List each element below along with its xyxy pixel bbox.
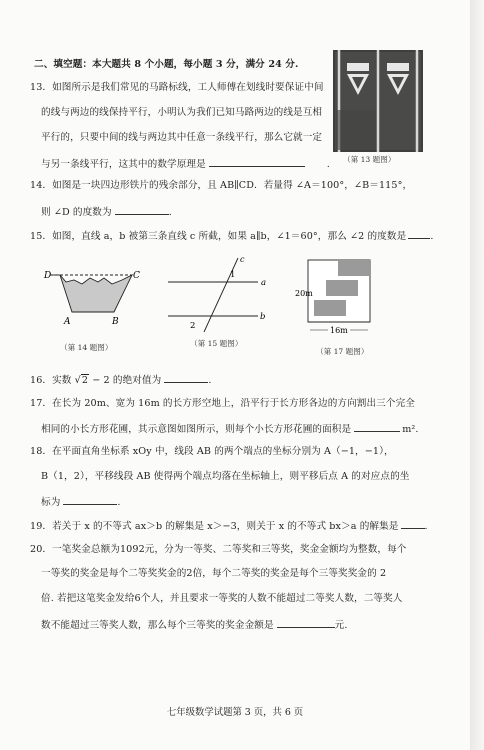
q18-line-3-text: 标为 (41, 497, 61, 508)
q14-line-2-text: 则 ∠D 的度数为 (41, 207, 112, 218)
q13-road-figure (333, 50, 423, 152)
q16-end: . (208, 375, 212, 386)
q14-line-1: 14．如图是一块四边形铁片的残余部分，且 AB∥CD．若量得 ∠A＝100°，∠B＝115°， (30, 180, 413, 191)
q15-line-1-end: . (430, 231, 434, 242)
q17-line-2-end: m². (402, 424, 419, 435)
q17-label-height: 20m (295, 289, 313, 298)
q17-figure (292, 258, 392, 344)
q14-label-B: B (112, 317, 119, 327)
q18-line-1: 18．在平面直角坐标系 xOy 中，线段 AB 的两个端点的坐标分别为 A（−1，−1）， (30, 446, 394, 457)
q14-figure-caption: （第 14 题图） (60, 343, 113, 352)
q20-line-3: 倍. 若把这笔奖金发给6个人，并且要求一等奖的人数不能超过二等奖人数，二等奖人 (41, 593, 403, 604)
q16-line (30, 372, 212, 387)
q17-figure-caption: （第 17 题图） (316, 347, 369, 356)
q15-label-angle-1: 1 (230, 270, 236, 280)
q18-line-3 (41, 494, 121, 509)
q13-line-2: 的线与两边的线保持平行，小明认为我们已知马路两边的线是互相 (41, 107, 323, 118)
q20-line-4-end: 元. (334, 620, 348, 631)
section-heading: 二、填空题：本大题共 8 个小题，每小题 3 分，满分 24 分. (34, 59, 299, 70)
q17-label-width: 16m (330, 326, 348, 335)
q13-line-4 (41, 156, 330, 171)
q20-line-4 (41, 617, 348, 632)
q19-end: . (424, 521, 428, 532)
q18-line-3-end: . (117, 497, 121, 508)
q13-line-4-end: . (326, 159, 330, 170)
q14-answer-blank[interactable] (115, 204, 169, 215)
q15-label-angle-2: 2 (190, 321, 196, 331)
q16-radicand: 2 (81, 375, 89, 386)
q17-line-1: 17．在长为 20m、宽为 16m 的长方形空地上，沿平行于长方形各边的方向割出三个完全 (30, 398, 415, 409)
q15-line-1-text: 15．如图，直线 a，b 被第三条直线 c 所截，如果 a∥b，∠1＝60°，那么 ∠2 的度数是 (30, 231, 407, 242)
q15-figure-caption: （第 15 题图） (190, 339, 243, 348)
page-edge (470, 0, 484, 750)
q15-figure (168, 254, 272, 336)
q15-answer-blank[interactable] (408, 228, 430, 239)
q14-label-A: A (64, 317, 71, 327)
q19-line (30, 518, 428, 533)
q13-line-4-text: 与另一条线平行，这其中的数学原理是 (41, 159, 206, 170)
q13-line-3: 平行的，只要中间的线与两边其中任意一条线平行，那么它就一定 (41, 132, 323, 143)
q20-line-2: 一等奖的奖金是每个二等奖奖金的2倍，每个二等奖的奖金是每个三等奖奖金的 2 (41, 568, 387, 579)
q15-label-c: c (240, 255, 245, 264)
q13-line-1: 13．如图所示是我们常见的马路标线，工人师傅在划线时要保证中间 (30, 82, 324, 93)
q14-label-D: D (44, 271, 52, 281)
q13-answer-blank[interactable] (209, 156, 305, 167)
sqrt-icon: √ (74, 375, 81, 386)
q14-line-2 (41, 204, 172, 219)
q17-line-2 (41, 421, 419, 436)
q19-text: 19．若关于 x 的不等式 ax＞b 的解集是 x＞−3，则关于 x 的不等式 bx＞a 的解集是 (30, 521, 399, 532)
q18-answer-blank[interactable] (63, 494, 117, 505)
q16-answer-blank[interactable] (164, 372, 208, 383)
q20-line-1: 20．一笔奖金总额为1092元，分为一等奖、二等奖和三等奖，奖金金额均为整数，每个 (30, 544, 407, 555)
q17-answer-blank[interactable] (354, 421, 400, 432)
q14-label-C: C (133, 271, 140, 281)
q20-line-4-text: 数不能超过三等奖人数，那么每个三等奖的奖金金额是 (41, 620, 274, 631)
q16-text-pre: 16．实数 (30, 375, 75, 386)
q19-answer-blank[interactable] (401, 518, 425, 529)
q13-figure-caption: （第 13 题图） (343, 155, 396, 164)
q15-label-a: a (261, 278, 267, 288)
q14-figure (42, 266, 142, 328)
q20-answer-blank[interactable] (277, 617, 335, 628)
q18-line-2: B（1，2），平移线段 AB 使得两个端点均落在坐标轴上，则平移后点 A 的对应点的坐 (41, 471, 410, 482)
q17-line-2-text: 相同的小长方形花圃，其示意图如图所示，则每个小长方形花圃的面积是 (41, 424, 352, 435)
q15-label-b: b (260, 312, 266, 322)
page-footer: 七年级数学试题第 3 页，共 6 页 (166, 707, 304, 718)
q15-line-1 (30, 228, 433, 243)
q16-text-post: − 2 的绝对值为 (89, 375, 162, 386)
q14-line-2-end: . (168, 207, 172, 218)
